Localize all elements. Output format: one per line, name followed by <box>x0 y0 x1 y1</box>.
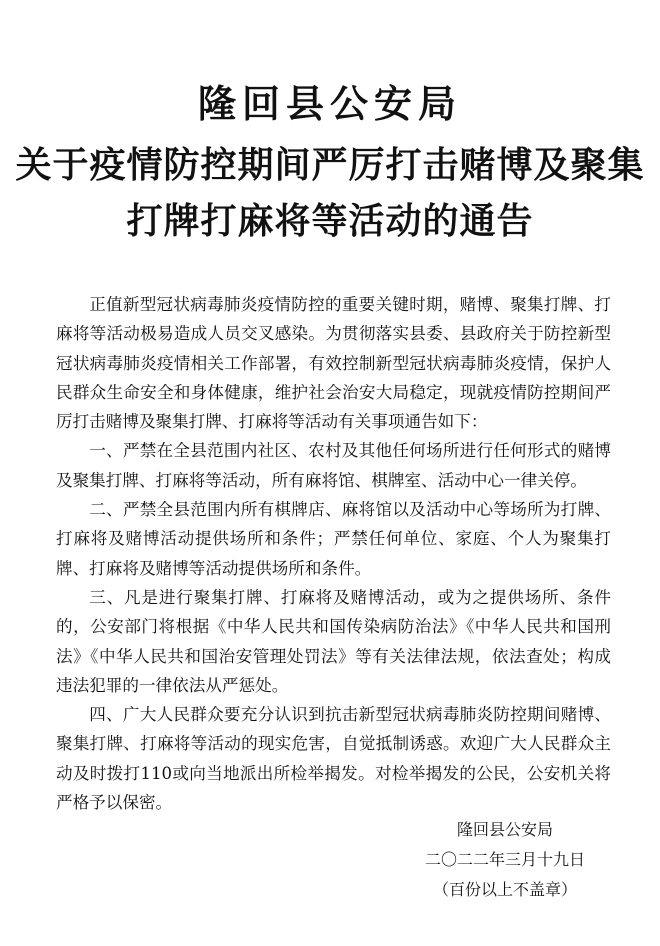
issuer-title: 隆回县公安局 <box>197 82 462 126</box>
signature-date: 二〇二二年三月十九日 <box>424 850 585 869</box>
signature-note: （百份以上不盖章） <box>432 880 577 899</box>
clause-paragraph-1: 一、严禁在全县范围内社区、农村及其他任何场所进行任何形式的赌博及聚集打牌、打麻将等活动，所有麻将馆、棋牌室、活动中心一律关停。 <box>56 441 611 490</box>
intro-paragraph: 正值新型冠状病毒肺炎疫情防控的重要关键时期，赌博、聚集打牌、打麻将等活动极易造成人员交叉感染。为贯彻落实县委、县政府关于防控新型冠状病毒肺炎疫情相关工作部署，有效控制新型冠状病毒肺炎疫情，保护人民群众生命安全和身体健康，维护社会治安大局稳定，现就疫情防控期间严厉打击赌博及聚集打牌、打麻将等活动有关事项通告如下： <box>56 295 611 432</box>
clause-paragraph-2: 二、严禁全县范围内所有棋牌店、麻将馆以及活动中心等场所为打牌、打麻将及赌博活动提供场所和条件；严禁任何单位、家庭、个人为聚集打牌、打麻将及赌博等活动提供场所和条件。 <box>56 500 611 578</box>
notice-body <box>56 290 611 817</box>
notice-title-line-2: 打牌打麻将等活动的通告 <box>126 201 534 242</box>
notice-title-line-1: 关于疫情防控期间严厉打击赌博及聚集 <box>15 145 645 186</box>
notice-title-block <box>0 78 660 250</box>
signature-block <box>380 815 630 905</box>
clause-paragraph-3: 三、凡是进行聚集打牌、打麻将及赌博活动，或为之提供场所、条件的，公安部门将根据《中华人民共和国传染病防治法》《中华人民共和国刑法》《中华人民共和国治安管理处罚法》等有关法律法规，依法查处；构成违法犯罪的一律依法从严惩处。 <box>56 587 611 695</box>
signature-issuer: 隆回县公安局 <box>456 820 553 839</box>
clause-paragraph-4: 四、广大人民群众要充分认识到抗击新型冠状病毒肺炎防控期间赌博、聚集打牌、打麻将等活动的现实危害，自觉抵制诱惑。欢迎广大人民群众主动及时拨打110或向当地派出所检举揭发。对检举揭发的公民，公安机关将严格予以保密。 <box>56 705 611 813</box>
